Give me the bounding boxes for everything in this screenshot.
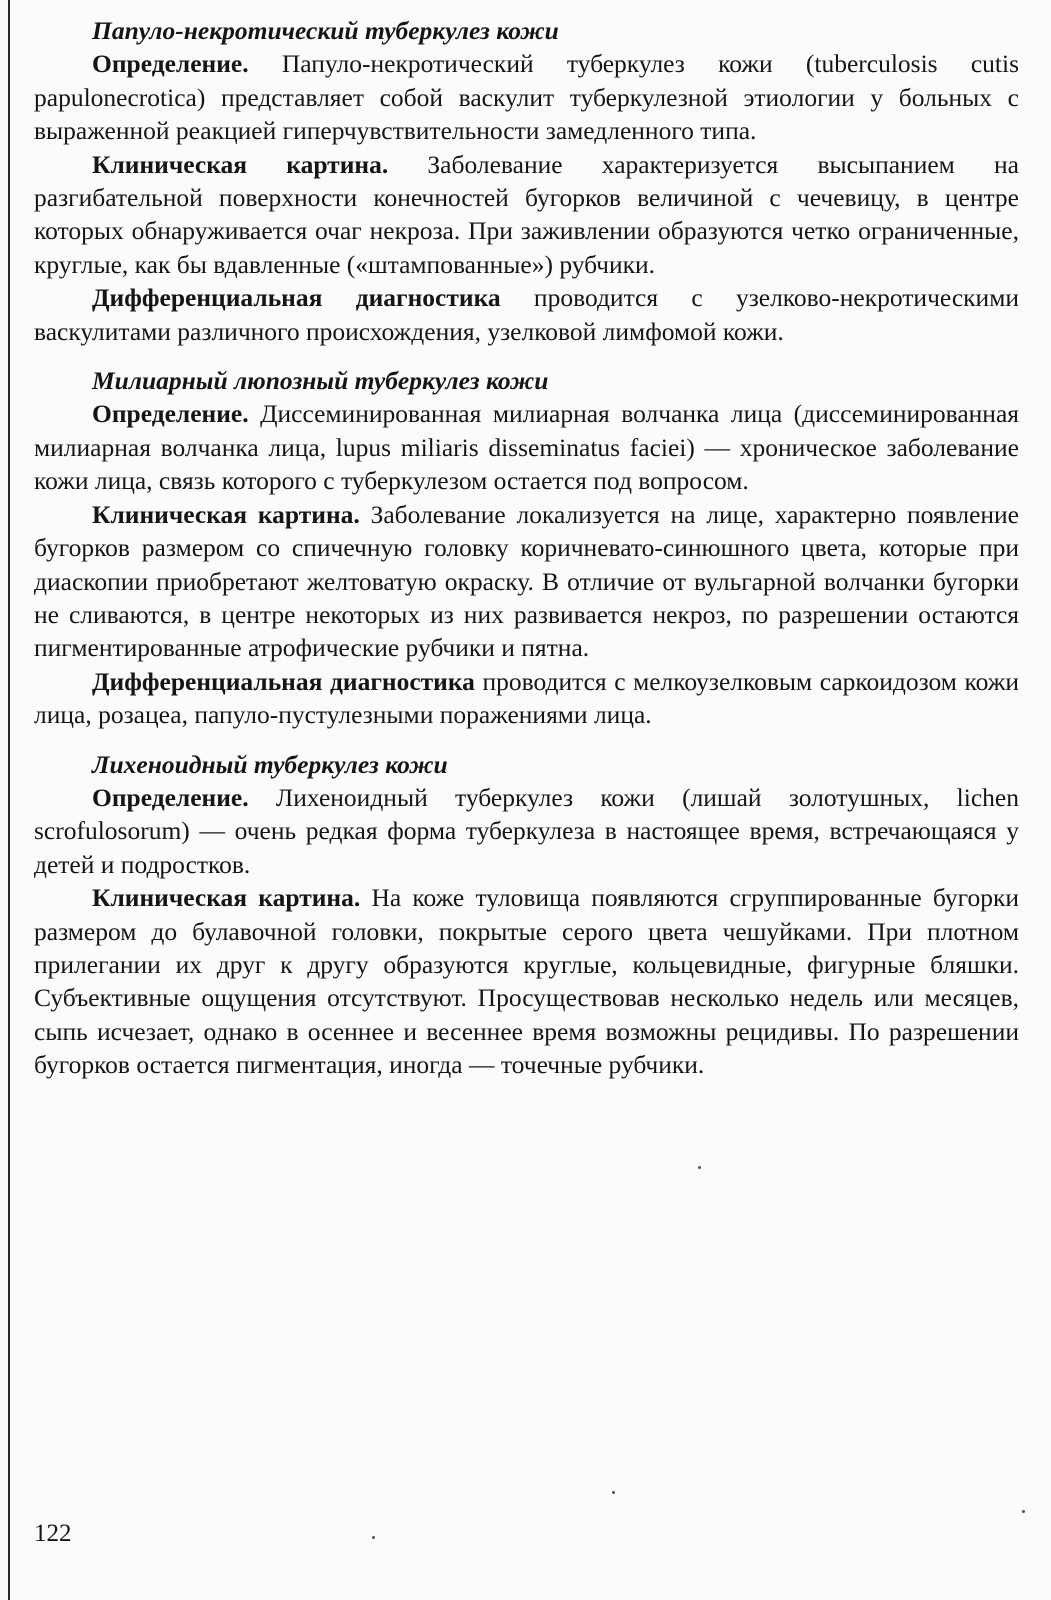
section-lichenoid xyxy=(34,748,1019,1082)
paragraph-text: Заболевание локализуется на лице, характерно появление бугорков размером со спичечную головку коричневато-синюшного цвета, которые при диаскопии приобретают желтоватую окраску. В отличие от вульгарной волчанки бугорки не сливаются, в центре некоторых из них развивается некроз, по разрешении остаются пигментированные атрофические рубчики и пятна. xyxy=(34,499,1019,663)
section-miliary-lupoid xyxy=(34,364,1019,731)
section-title: Лихеноидный туберкулез кожи xyxy=(92,749,448,779)
paragraph-lead: Определение. xyxy=(92,49,249,79)
paragraph-clinical-picture xyxy=(34,148,1019,282)
paragraph-differential-diagnosis xyxy=(34,665,1019,732)
scan-speck xyxy=(698,1166,701,1169)
paragraph-text: Папуло-некротический туберкулез кожи (tuberculosis cutis papulonecrotica) представляет собой васкулит туберкулезной этиологии у больных с выраженной реакцией гиперчувствительности замедленного типа. xyxy=(34,49,1019,146)
paragraph-text: проводится с мелкоузелковым саркоидозом кожи лица, розацеа, папуло-пустулезными поражениями лица. xyxy=(34,666,1019,730)
page-left-edge xyxy=(8,0,10,1600)
paragraph-definition xyxy=(34,781,1019,881)
paragraph-text: На коже туловища появляются сгруппированные бугорки размером до булавочной головки, покрытые серого цвета чешуйками. При плотном прилегании их друг к другу образуются круглые, кольцевидные, фигурные бляшки. Субъективные ощущения отсутствуют. Просуществовав несколько недель или месяцев, сыпь исчезает, однако в осеннее и весеннее время возможны рецидивы. По разрешении бугорков остается пигментация, иногда — точечные рубчики. xyxy=(34,883,1019,1080)
page-content xyxy=(34,14,1019,1082)
page-number: 122 xyxy=(34,1520,72,1547)
paragraph-clinical-picture xyxy=(34,881,1019,1081)
paragraph-differential-diagnosis xyxy=(34,281,1019,348)
paragraph-lead: Дифференциальная диагностика xyxy=(92,666,475,696)
paragraph-text: Диссеминированная милиарная волчанка лица (диссеминированная милиарная волчанка лица, lupus miliaris disseminatus faciei) — хроническое заболевание кожи лица, связь которого с туберкулезом остается под вопросом. xyxy=(34,399,1019,496)
paragraph-lead: Клиническая картина. xyxy=(92,149,389,179)
paragraph-lead: Клиническая картина. xyxy=(92,883,361,913)
paragraph-definition xyxy=(34,397,1019,497)
paragraph-lead: Определение. xyxy=(92,399,249,429)
section-title: Папуло-некротический туберкулез кожи xyxy=(92,16,559,45)
section-title: Милиарный люпозный туберкулез кожи xyxy=(92,366,549,396)
paragraph-lead: Определение. xyxy=(92,782,249,812)
section-papulonecrotic xyxy=(34,14,1019,348)
paragraph-text: Заболевание характеризуется высыпанием на разгибательной поверхности конечностей бугорков величиной с чечевицу, в центре которых обнаруживается очаг некроза. При заживлении образуются четко ограниченные, круглые, как бы вдавленные («штампованные») рубчики. xyxy=(34,149,1019,279)
scan-speck xyxy=(612,1491,615,1494)
paragraph-clinical-picture xyxy=(34,498,1019,665)
scan-speck xyxy=(372,1536,375,1539)
paragraph-text: Лихеноидный туберкулез кожи (лишай золотушных, lichen scrofulosorum) — очень редкая форма туберкулеза в настоящее время, встречающаяся у детей и подростков. xyxy=(34,782,1019,879)
paragraph-text: проводится с узелково-некротическими васкулитами различного происхождения, узелковой лимфомой кожи. xyxy=(34,283,1019,346)
scan-speck xyxy=(1022,1510,1025,1513)
paragraph-lead: Дифференциальная диагностика xyxy=(92,283,501,313)
paragraph-definition xyxy=(34,47,1019,147)
paragraph-lead: Клиническая картина. xyxy=(92,499,360,529)
